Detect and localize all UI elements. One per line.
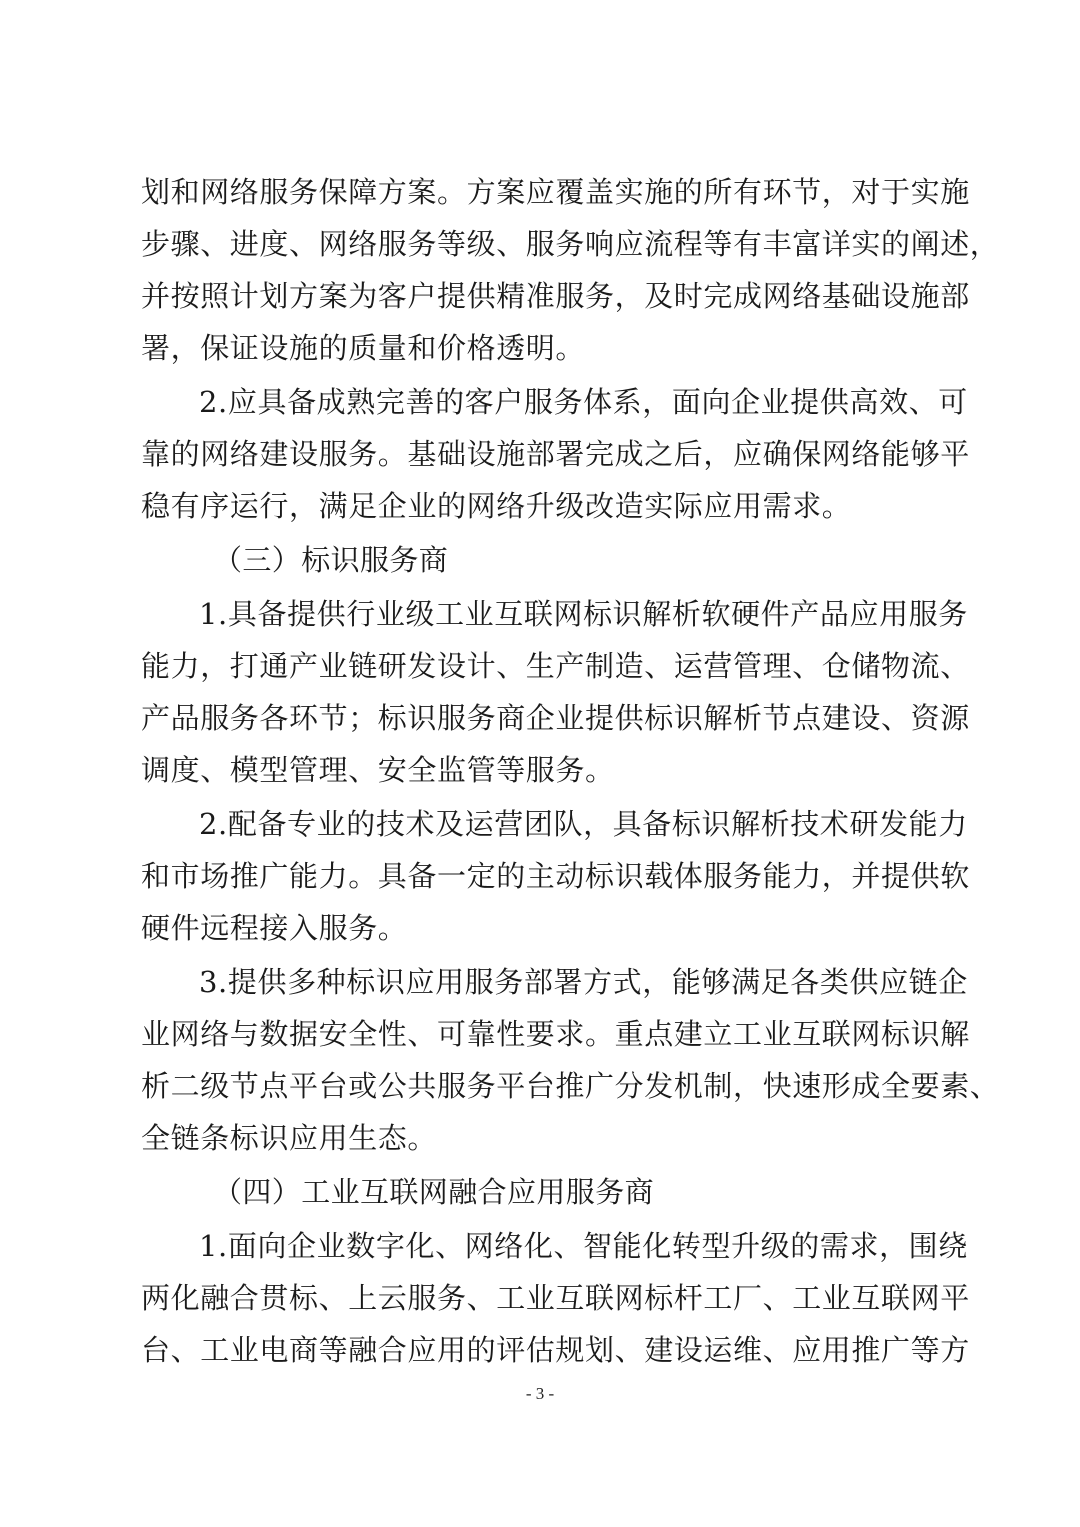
body-line: 步骤、进度、网络服务等级、服务响应流程等有丰富详实的阐述， [141, 227, 1000, 261]
body-line: 硬件远程接入服务。 [141, 911, 408, 945]
body-line: 3.提供多种标识应用服务部署方式，能够满足各类供应链企 [199, 965, 968, 999]
body-line: 2.配备专业的技术及运营团队，具备标识解析技术研发能力 [199, 807, 968, 841]
page-number: - 3 - [525, 1384, 555, 1403]
body-line: 稳有序运行，满足企业的网络升级改造实际应用需求。 [141, 489, 852, 523]
body-line: 1.面向企业数字化、网络化、智能化转型升级的需求，围绕 [199, 1229, 968, 1263]
section-heading: （四）工业互联网融合应用服务商 [213, 1175, 655, 1209]
body-line: 2.应具备成熟完善的客户服务体系，面向企业提供高效、可 [199, 385, 968, 419]
body-line: 全链条标识应用生态。 [141, 1121, 438, 1155]
body-line: 并按照计划方案为客户提供精准服务，及时完成网络基础设施部 [141, 279, 970, 313]
body-line: 和市场推广能力。具备一定的主动标识载体服务能力，并提供软 [141, 859, 970, 893]
body-line: 划和网络服务保障方案。方案应覆盖实施的所有环节，对于实施 [141, 175, 970, 209]
body-line: 台、工业电商等融合应用的评估规划、建设运维、应用推广等方 [141, 1333, 970, 1367]
body-line: 两化融合贯标、上云服务、工业互联网标杆工厂、工业互联网平 [141, 1281, 970, 1315]
body-line: 靠的网络建设服务。基础设施部署完成之后，应确保网络能够平 [141, 437, 970, 471]
body-line: 业网络与数据安全性、可靠性要求。重点建立工业互联网标识解 [141, 1017, 970, 1051]
body-line: 能力，打通产业链研发设计、生产制造、运营管理、仓储物流、 [141, 649, 970, 683]
body-line: 析二级节点平台或公共服务平台推广分发机制，快速形成全要素、 [141, 1069, 1000, 1103]
section-heading: （三）标识服务商 [213, 543, 449, 577]
body-line: 调度、模型管理、安全监管等服务。 [141, 753, 615, 787]
body-line: 署，保证设施的质量和价格透明。 [141, 331, 586, 365]
body-line: 1.具备提供行业级工业互联网标识解析软硬件产品应用服务 [199, 597, 968, 631]
body-line: 产品服务各环节；标识服务商企业提供标识解析节点建设、资源 [141, 701, 970, 735]
